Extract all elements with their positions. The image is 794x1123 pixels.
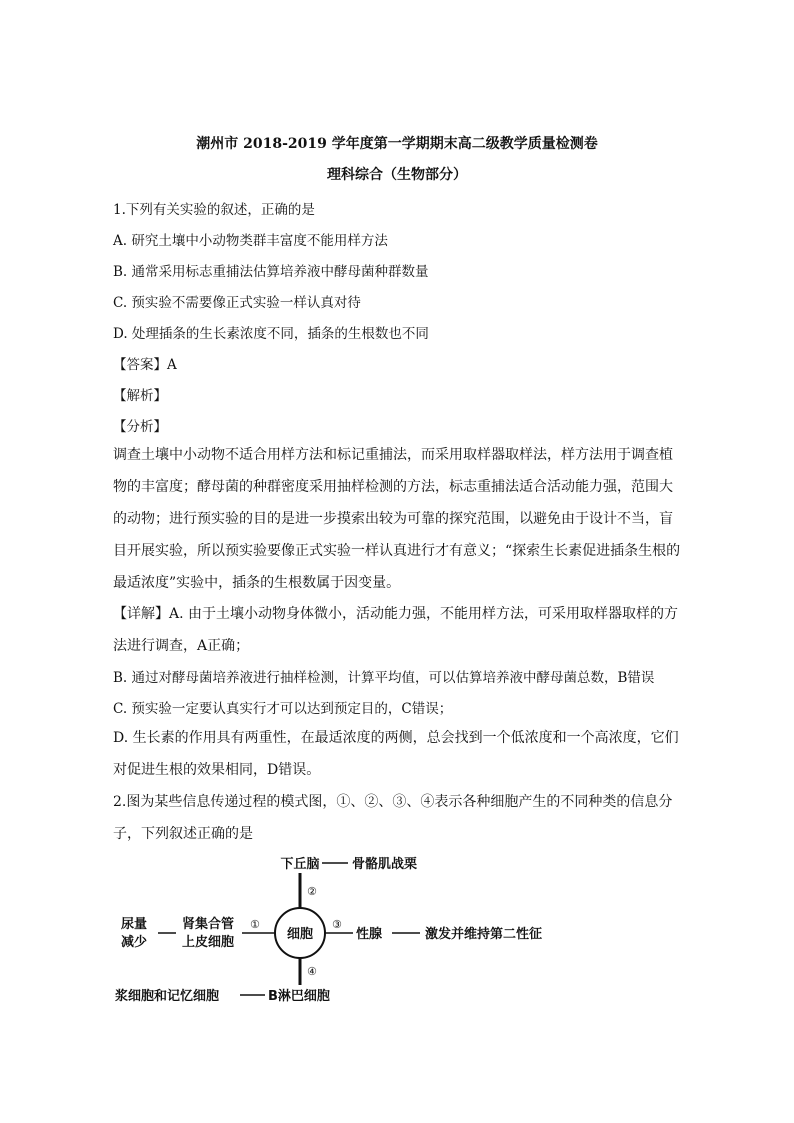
number-1: ① — [250, 918, 260, 931]
urine-effect-1: 尿量 — [120, 917, 148, 932]
q1-detail-a: 【详解】A. 由于土壤小动物身体微小，活动能力强，不能用样方法，可采用取样器取样的方法进行调查，A正确； — [113, 606, 679, 654]
hypothalamus-label: 下丘脑 — [280, 857, 320, 872]
q1-answer: 【答案】A — [113, 357, 177, 373]
q1-analysis-label: 【解析】 — [113, 388, 167, 404]
number-4: ④ — [307, 965, 317, 978]
q1-option-a: A. 研究土壤中小动物类群丰富度不能用样方法 — [113, 233, 388, 249]
gonad-label: 性腺 — [356, 927, 383, 942]
q1-fenxi-label: 【分析】 — [113, 419, 167, 435]
q1-detail-b: B. 通过对酵母菌培养液进行抽样检测，计算平均值，可以估算培养液中酵母菌总数，B错误 — [113, 670, 655, 686]
b-lymphocyte-label: B淋巴细胞 — [268, 989, 330, 1004]
q1-option-d: D. 处理插条的生长素浓度不同，插条的生根数也不同 — [113, 326, 429, 342]
collecting-duct-label-2: 上皮细胞 — [181, 935, 235, 950]
signal-transmission-diagram — [110, 845, 590, 1015]
document-subtitle: 理科综合（生物部分） — [327, 167, 467, 183]
document-title: 潮州市 2018-2019 学年度第一学期期末高二级教学质量检测卷 — [196, 136, 598, 152]
q1-option-c: C. 预实验不需要像正式实验一样认真对待 — [113, 295, 361, 311]
secondary-sex-effect: 激发并维持第二性征 — [425, 927, 543, 942]
q1-detail-c: C. 预实验一定要认真实行才可以达到预定目的，C错误； — [113, 701, 453, 717]
number-2: ② — [307, 885, 317, 898]
skeletal-muscle-effect: 骨骼肌战栗 — [352, 857, 418, 872]
q1-stem: 1.下列有关实验的叙述，正确的是 — [113, 202, 315, 218]
number-3: ③ — [332, 918, 342, 931]
plasma-memory-effect: 浆细胞和记忆细胞 — [115, 989, 220, 1004]
q2-stem: 2.图为某些信息传递过程的模式图，①、②、③、④表示各种细胞产生的不同种类的信息分子，下列叙述正确的是 — [113, 794, 673, 842]
q1-option-b: B. 通常采用标志重捕法估算培养液中酵母菌种群数量 — [113, 264, 429, 280]
collecting-duct-label-1: 肾集合管 — [181, 917, 235, 932]
cell-label: 细胞 — [286, 927, 314, 942]
q1-detail-d: D. 生长素的作用具有两重性，在最适浓度的两侧，总会找到一个低浓度和一个高浓度，它们对促进生根的效果相同，D错误。 — [113, 730, 679, 778]
urine-effect-2: 减少 — [120, 935, 148, 950]
q1-fenxi-text: 调查土壤中小动物不适合用样方法和标记重捕法，而采用取样器取样法，样方法用于调查植物的丰富度；酵母菌的种群密度采用抽样检测的方法，标志重捕法适合活动能力强，范围大的动物；进行预实验的目的是进一步摸索出较为可靠的探究范围，以避免由于设计不当，盲目开展实验，所以预实验要像正式实验一样认真进行才有意义；“探索生长素促进插条生根的最适浓度”实验中，插条的生根数属于因变量。 — [113, 447, 681, 591]
